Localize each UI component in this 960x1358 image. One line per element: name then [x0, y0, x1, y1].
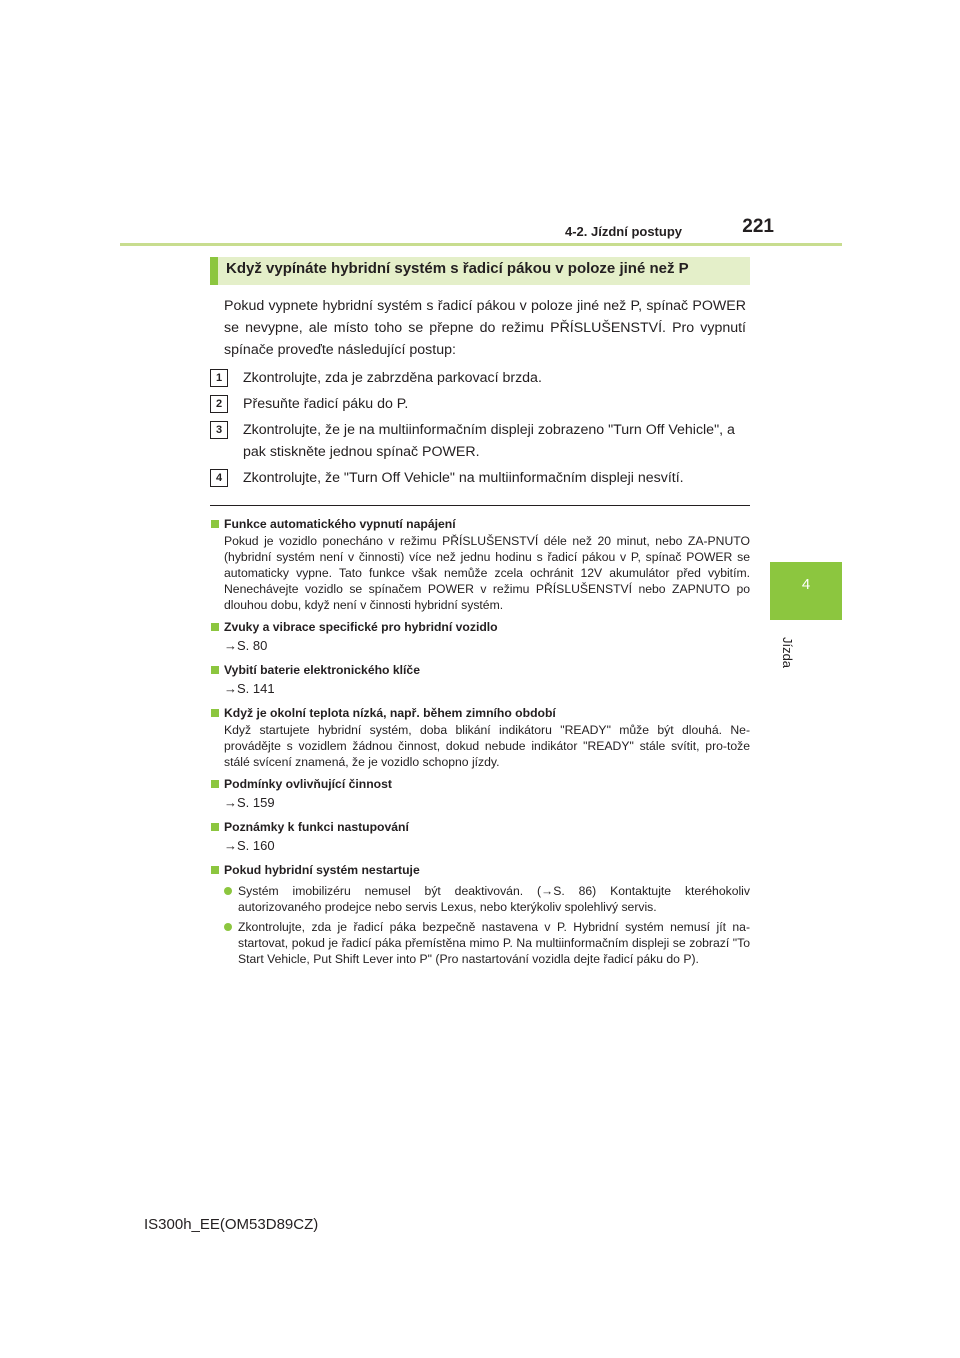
step-item: [210, 393, 750, 415]
note-title: [210, 662, 750, 679]
chapter-tab-label: Jízda: [780, 636, 796, 669]
page-number: 221: [742, 216, 774, 237]
chapter-tab: [770, 562, 842, 620]
step-text: Přesuňte řadicí páku do P.: [243, 396, 409, 412]
note-body: Když startujete hybridní systém, doba blikání indikátoru "READY" může být dlouhá. Ne-provádějte s vozidlem žádnou činnost, dokud nebude indikátor "READY" stále svítit, pro-tože stálé svícení znamená, že je vozidlo schopno jízdy.: [224, 723, 750, 769]
square-bullet-icon: [211, 623, 219, 631]
note-bullet: [224, 919, 750, 967]
note-item: [210, 662, 750, 699]
square-bullet-icon: [211, 666, 219, 674]
note-title-text: Zvuky a vibrace specifické pro hybridní vozidlo: [224, 620, 498, 634]
step-item: [210, 367, 750, 389]
page-reference: →S. 160: [224, 838, 275, 853]
note-title: [210, 516, 750, 533]
square-bullet-icon: [211, 866, 219, 874]
note-item: [210, 776, 750, 813]
step-list: [210, 367, 750, 489]
note-title-text: Podmínky ovlivňující činnost: [224, 777, 392, 791]
page-reference: →S. 80: [224, 638, 268, 653]
square-bullet-icon: [211, 823, 219, 831]
note-title: [210, 705, 750, 722]
square-bullet-icon: [211, 520, 219, 528]
step-text: Zkontrolujte, že je na multiinformačním displeji zobrazeno "Turn Off Vehicle", a pak stiskněte jednou spínač POWER.: [243, 422, 735, 460]
note-title: [210, 819, 750, 836]
note-title-text: Pokud hybridní systém nestartuje: [224, 863, 420, 877]
note-title: [210, 619, 750, 636]
note-item: [210, 619, 750, 656]
step-item: [210, 467, 750, 489]
note-title-text: Poznámky k funkci nastupování: [224, 820, 409, 834]
section-title: 4-2. Jízdní postupy: [564, 224, 682, 239]
step-number: 4: [210, 469, 228, 487]
square-bullet-icon: [211, 709, 219, 717]
step-number: 1: [210, 369, 228, 387]
note-title-text: Když je okolní teplota nízká, např. během zimního období: [224, 706, 556, 720]
step-number: 2: [210, 395, 228, 413]
note-title: [210, 776, 750, 793]
note-body: Pokud je vozidlo ponecháno v režimu PŘÍSLUŠENSTVÍ déle než 20 minut, nebo ZA-PNUTO (hybridní systém není v činnosti) více než jednu hodinu s řadicí pákou v P, spínač POWER se automaticky vypne. Tato funkce však nemůže zcela ochránit 12V akumulátor před vybitím. Nenechávejte vozidlo se spínačem POWER v režimu PŘÍSLUŠENSTVÍ nebo ZAPNUTO po dlouhou dobu, když není v činnosti hybridní systém.: [224, 534, 750, 612]
section-divider: [210, 505, 750, 506]
note-title-text: Vybití baterie elektronického klíče: [224, 663, 420, 677]
page-reference: →S. 141: [224, 681, 275, 696]
round-bullet-icon: [224, 923, 232, 931]
page-header: [120, 214, 842, 246]
step-text: Zkontrolujte, že "Turn Off Vehicle" na multiinformačním displeji nesvítí.: [243, 470, 684, 486]
step-text: Zkontrolujte, zda je zabrzděna parkovací brzda.: [243, 370, 542, 386]
box-title: Když vypínáte hybridní systém s řadicí pákou v poloze jiné než P: [210, 257, 750, 285]
note-bullet: [224, 883, 750, 915]
notes-list: [210, 516, 750, 967]
chapter-tab-number: 4: [801, 576, 811, 593]
step-item: [210, 419, 750, 463]
main-content: [210, 257, 750, 973]
step-number: 3: [210, 421, 228, 439]
chapter-tab-label-wrap: [782, 633, 802, 673]
round-bullet-icon: [224, 887, 232, 895]
square-bullet-icon: [211, 780, 219, 788]
note-item: [210, 862, 750, 967]
note-bullet-text: Zkontrolujte, zda je řadicí páka bezpečně nastavena v P. Hybridní systém nemusí jít na-startovat, pokud je řadicí páka přemístěna mimo P. Na multiinformačním displeji se zobrazí "To Start Vehicle, Put Shift Lever into P" (Pro nastartování vozidla dejte řadicí páku do P).: [238, 920, 750, 966]
note-title-text: Funkce automatického vypnutí napájení: [224, 517, 456, 531]
page-reference: →S. 159: [224, 795, 275, 810]
note-item: [210, 819, 750, 856]
manual-code: IS300h_EE(OM53D89CZ): [144, 1216, 319, 1233]
note-title: [210, 862, 750, 879]
note-item: [210, 705, 750, 770]
box-intro: Pokud vypnete hybridní systém s řadicí pákou v poloze jiné než P, spínač POWER se nevypne, ale místo toho se přepne do režimu PŘÍSLUŠENSTVÍ. Pro vypnutí spínače proveďte následující postup:: [224, 298, 746, 358]
header-rule: [120, 243, 842, 246]
note-item: [210, 516, 750, 613]
note-bullet-text: Systém imobilizéru nemusel být deaktivován. (→S. 86) Kontaktujte kteréhokoliv autorizovaného prodejce nebo servis Lexus, nebo kterýkoliv spolehlivý servis.: [238, 884, 750, 914]
